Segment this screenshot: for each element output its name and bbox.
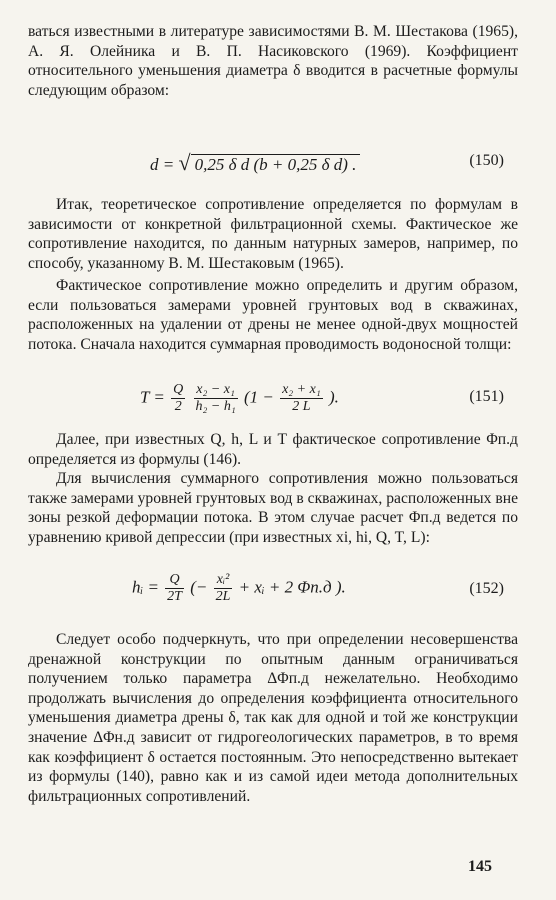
- formula-151-open: (1 −: [243, 387, 274, 407]
- formula-150-expression: [150, 150, 360, 176]
- paragraph-4: [28, 430, 518, 469]
- formula-151-close: ).: [328, 387, 339, 407]
- fraction-numerator: Q: [165, 572, 184, 589]
- formula-152: [40, 566, 510, 612]
- formula-151-q-fraction: [171, 382, 185, 415]
- paragraph-1-text: ваться известными в литературе зависимостями В. М. Шестакова (1965), А. Я. Олейника и В. П. Насиковского (1969). Коэффициент относительного уменьшения диаметра δ вводится в расчетные формулы следующим образом:: [28, 23, 518, 99]
- fraction-numerator: Q: [173, 382, 184, 397]
- fraction-denominator: 2L: [215, 589, 231, 604]
- paragraph-4-text: Далее, при известных Q, h, L и T фактическое сопротивление Φп.д определяется из формулы (146).: [28, 431, 518, 468]
- formula-152-lhs: hᵢ =: [132, 577, 159, 597]
- paragraph-6-text: Следует особо подчеркнуть, что при определении несовершенства дренажной конструкции по опытным данным ограничиваться получением только параметра ΔΦп.д нежелательно. Необходимо продолжать вычисления до определения коэффициента относительного уменьшения диаметра дрены δ, так как для одной и той же конструкции значение ΔΦн.д зависит от гидрогеологических параметров, в то время как коэффициент δ остается постоянным. Это непосредственно вытекает из формулы (140), равно как и из самой идеи метода дополнительных фильтрационных сопротивлений.: [28, 631, 518, 805]
- paragraph-5-text: Для вычисления суммарного сопротивления можно пользоваться также замерами уровней грунтовых вод в скважинах, расположенных вне зоны резкой деформации потока. В этом случае расчет Φп.д ведется по уравнению кривой депрессии (при известных xi, hi, Q, T, L):: [28, 470, 518, 546]
- fraction-denominator: h₂ − h₁: [195, 399, 236, 414]
- paragraph-6: [28, 630, 518, 806]
- fraction-denominator: 2: [174, 399, 182, 414]
- paragraph-2-text: Итак, теоретическое сопротивление определяется по формулам в зависимости от конкретной фильтрационной схемы. Фактическое же сопротивление находится, по данным натурных замеров, например, по способу, указанному В. М. Шестаковым (1965).: [28, 196, 518, 272]
- formula-151-lhs: T =: [140, 387, 165, 407]
- sqrt-sign-icon: √: [178, 150, 191, 175]
- paragraph-3: [28, 276, 518, 354]
- formula-152-expression: [132, 572, 346, 605]
- formula-150-number: (150): [469, 152, 504, 169]
- paragraph-2: [28, 195, 518, 273]
- formula-151-l-fraction: [280, 382, 323, 415]
- formula-152-close: ).: [335, 577, 346, 597]
- fraction-numerator: x₂ − x₁: [194, 382, 238, 399]
- formula-152-open: (−: [190, 577, 208, 597]
- fraction-numerator: xᵢ²: [214, 572, 233, 589]
- fraction-denominator: 2 L: [292, 399, 311, 414]
- formula-152-x-fraction: [214, 572, 233, 605]
- paragraph-5: [28, 469, 518, 547]
- formula-152-q-fraction: [165, 572, 184, 605]
- fraction-numerator: x₂ + x₁: [282, 382, 321, 397]
- page-number: 145: [468, 858, 492, 875]
- formula-152-rest: + xᵢ + 2 Φп.д: [238, 577, 332, 597]
- paragraph-1: [28, 22, 518, 100]
- formula-151-number: (151): [469, 388, 504, 405]
- formula-151-expression: [140, 382, 339, 415]
- formula-151-x-fraction: [194, 382, 238, 415]
- paragraph-3-text: Фактическое сопротивление можно определить и другим образом, если пользоваться замерами уровней грунтовых вод в скважинах, расположенных на удалении от дрены не менее одной-двух мощностей потока. Сначала находится суммарная проводимость водоносной толщи:: [28, 277, 518, 353]
- formula-150: [40, 144, 510, 184]
- fraction-denominator: 2T: [167, 589, 182, 604]
- formula-152-number: (152): [469, 580, 504, 597]
- formula-150-radicand: 0,25 δ d (b + 0,25 δ d) .: [191, 154, 361, 175]
- formula-150-lhs: d =: [150, 155, 175, 174]
- formula-151: [40, 376, 510, 420]
